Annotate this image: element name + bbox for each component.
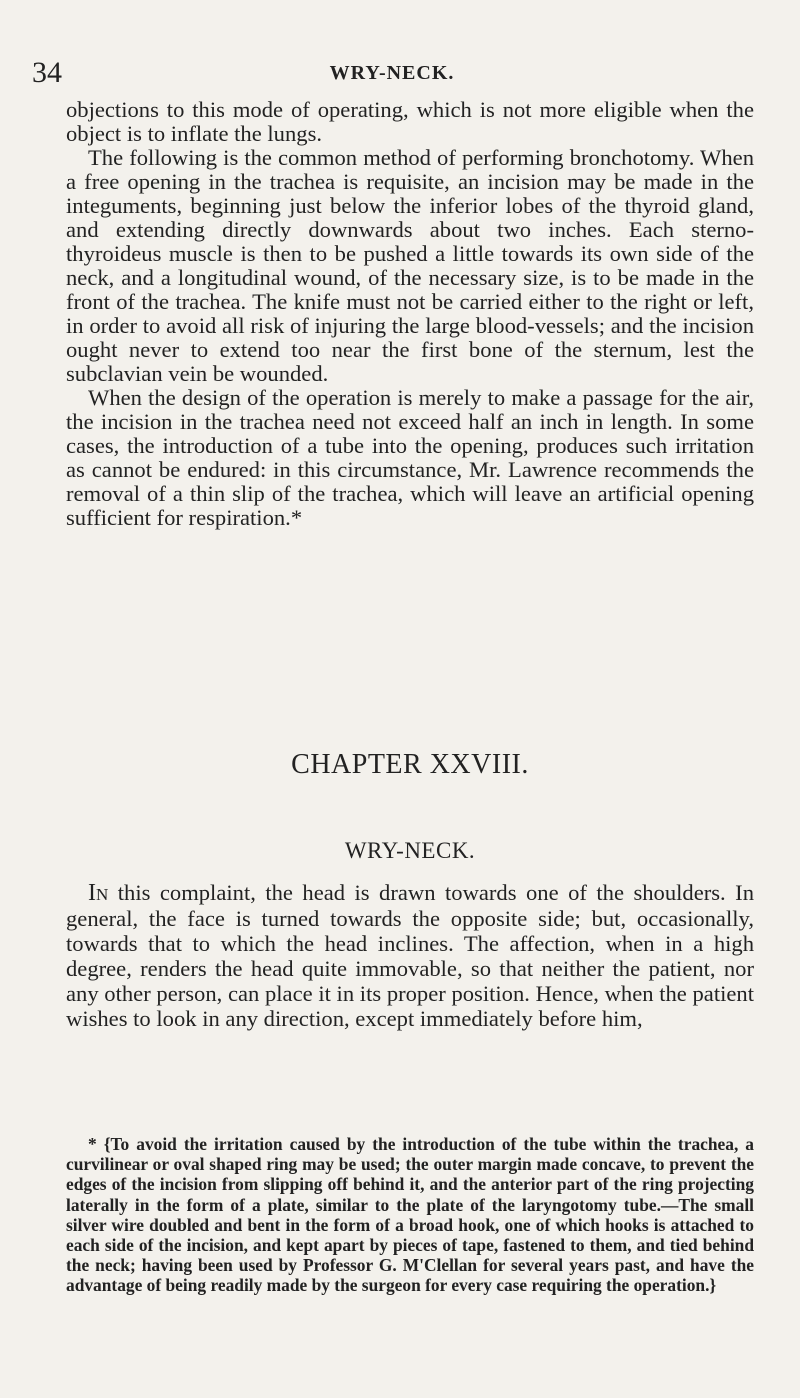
paragraph: The following is the common method of performing bronchotomy. When a free opening in the trachea is requisite, an incision may be made in the integuments, beginning just below the inferior lobes of the thyroid gland, and extending directly downwards about two inches. Each sterno-thyroideus muscle is then to be pushed a little towards its own side of the neck, and a longitudinal wound, of the necessary size, is to be made in the front of the trachea. The knife must not be carried either to the right or left, in order to avoid all risk of injuring the large blood-vessels; and the incision ought never to extend too near the first bone of the sternum, lest the subclavian vein be wounded. — [66, 145, 754, 386]
chapter-subtitle: WRY-NECK. — [344, 838, 476, 863]
running-title: WRY-NECK. — [329, 62, 455, 84]
chapter-title: CHAPTER XXVIII. — [291, 749, 529, 780]
paragraph: When the design of the operation is merely to make a passage for the air, the incision in the trachea need not exceed half an inch in length. In some cases, the introduction of a tube into the opening, produces such irritation as cannot be endured: in this circumstance, Mr. Lawrence recommends the removal of a thin slip of the trachea, which will leave an artificial opening sufficient for respiration.* — [66, 385, 754, 530]
footnote-text: * {To avoid the irritation caused by the introduction of the tube within the trachea, a curvilinear or oval shaped ring may be used; the outer margin made concave, to prevent the edges of the incision from slipping off behind it, and the anterior part of the ring projecting laterally in the form of a plate, similar to the plate of the laryngotomy tube.—The small silver wire doubled and bent in the form of a broad hook, one of which hooks is attached to each side of the incision, and kept apart by pieces of tape, fastened to them, and tied behind the neck; having been used by Professor G. M'Clellan for several years past, and have the advantage of being readily made by the surgeon for every case requiring the operation.} — [66, 1134, 754, 1296]
page-header — [32, 58, 752, 88]
lead-word: In — [88, 880, 109, 906]
paragraph-rest: this complaint, the head is drawn towards one of the shoulders. In general, the face is turned towards the opposite side; but, occasionally, towards that to which the head inclines. The affection, when in a high degree, renders the head quite immovable, so that neither the patient, nor any other person, can place it in its proper position. Hence, when the patient wishes to look in any direction, except immediately before him, — [66, 880, 754, 1031]
paragraph — [66, 880, 754, 1031]
footnote — [66, 1134, 754, 1296]
body-text-chapter — [66, 880, 754, 1031]
body-text-top — [66, 98, 754, 530]
paragraph: objections to this mode of operating, which is not more eligible when the object is to inflate the lungs. — [66, 97, 754, 146]
page-number: 34 — [32, 56, 62, 89]
